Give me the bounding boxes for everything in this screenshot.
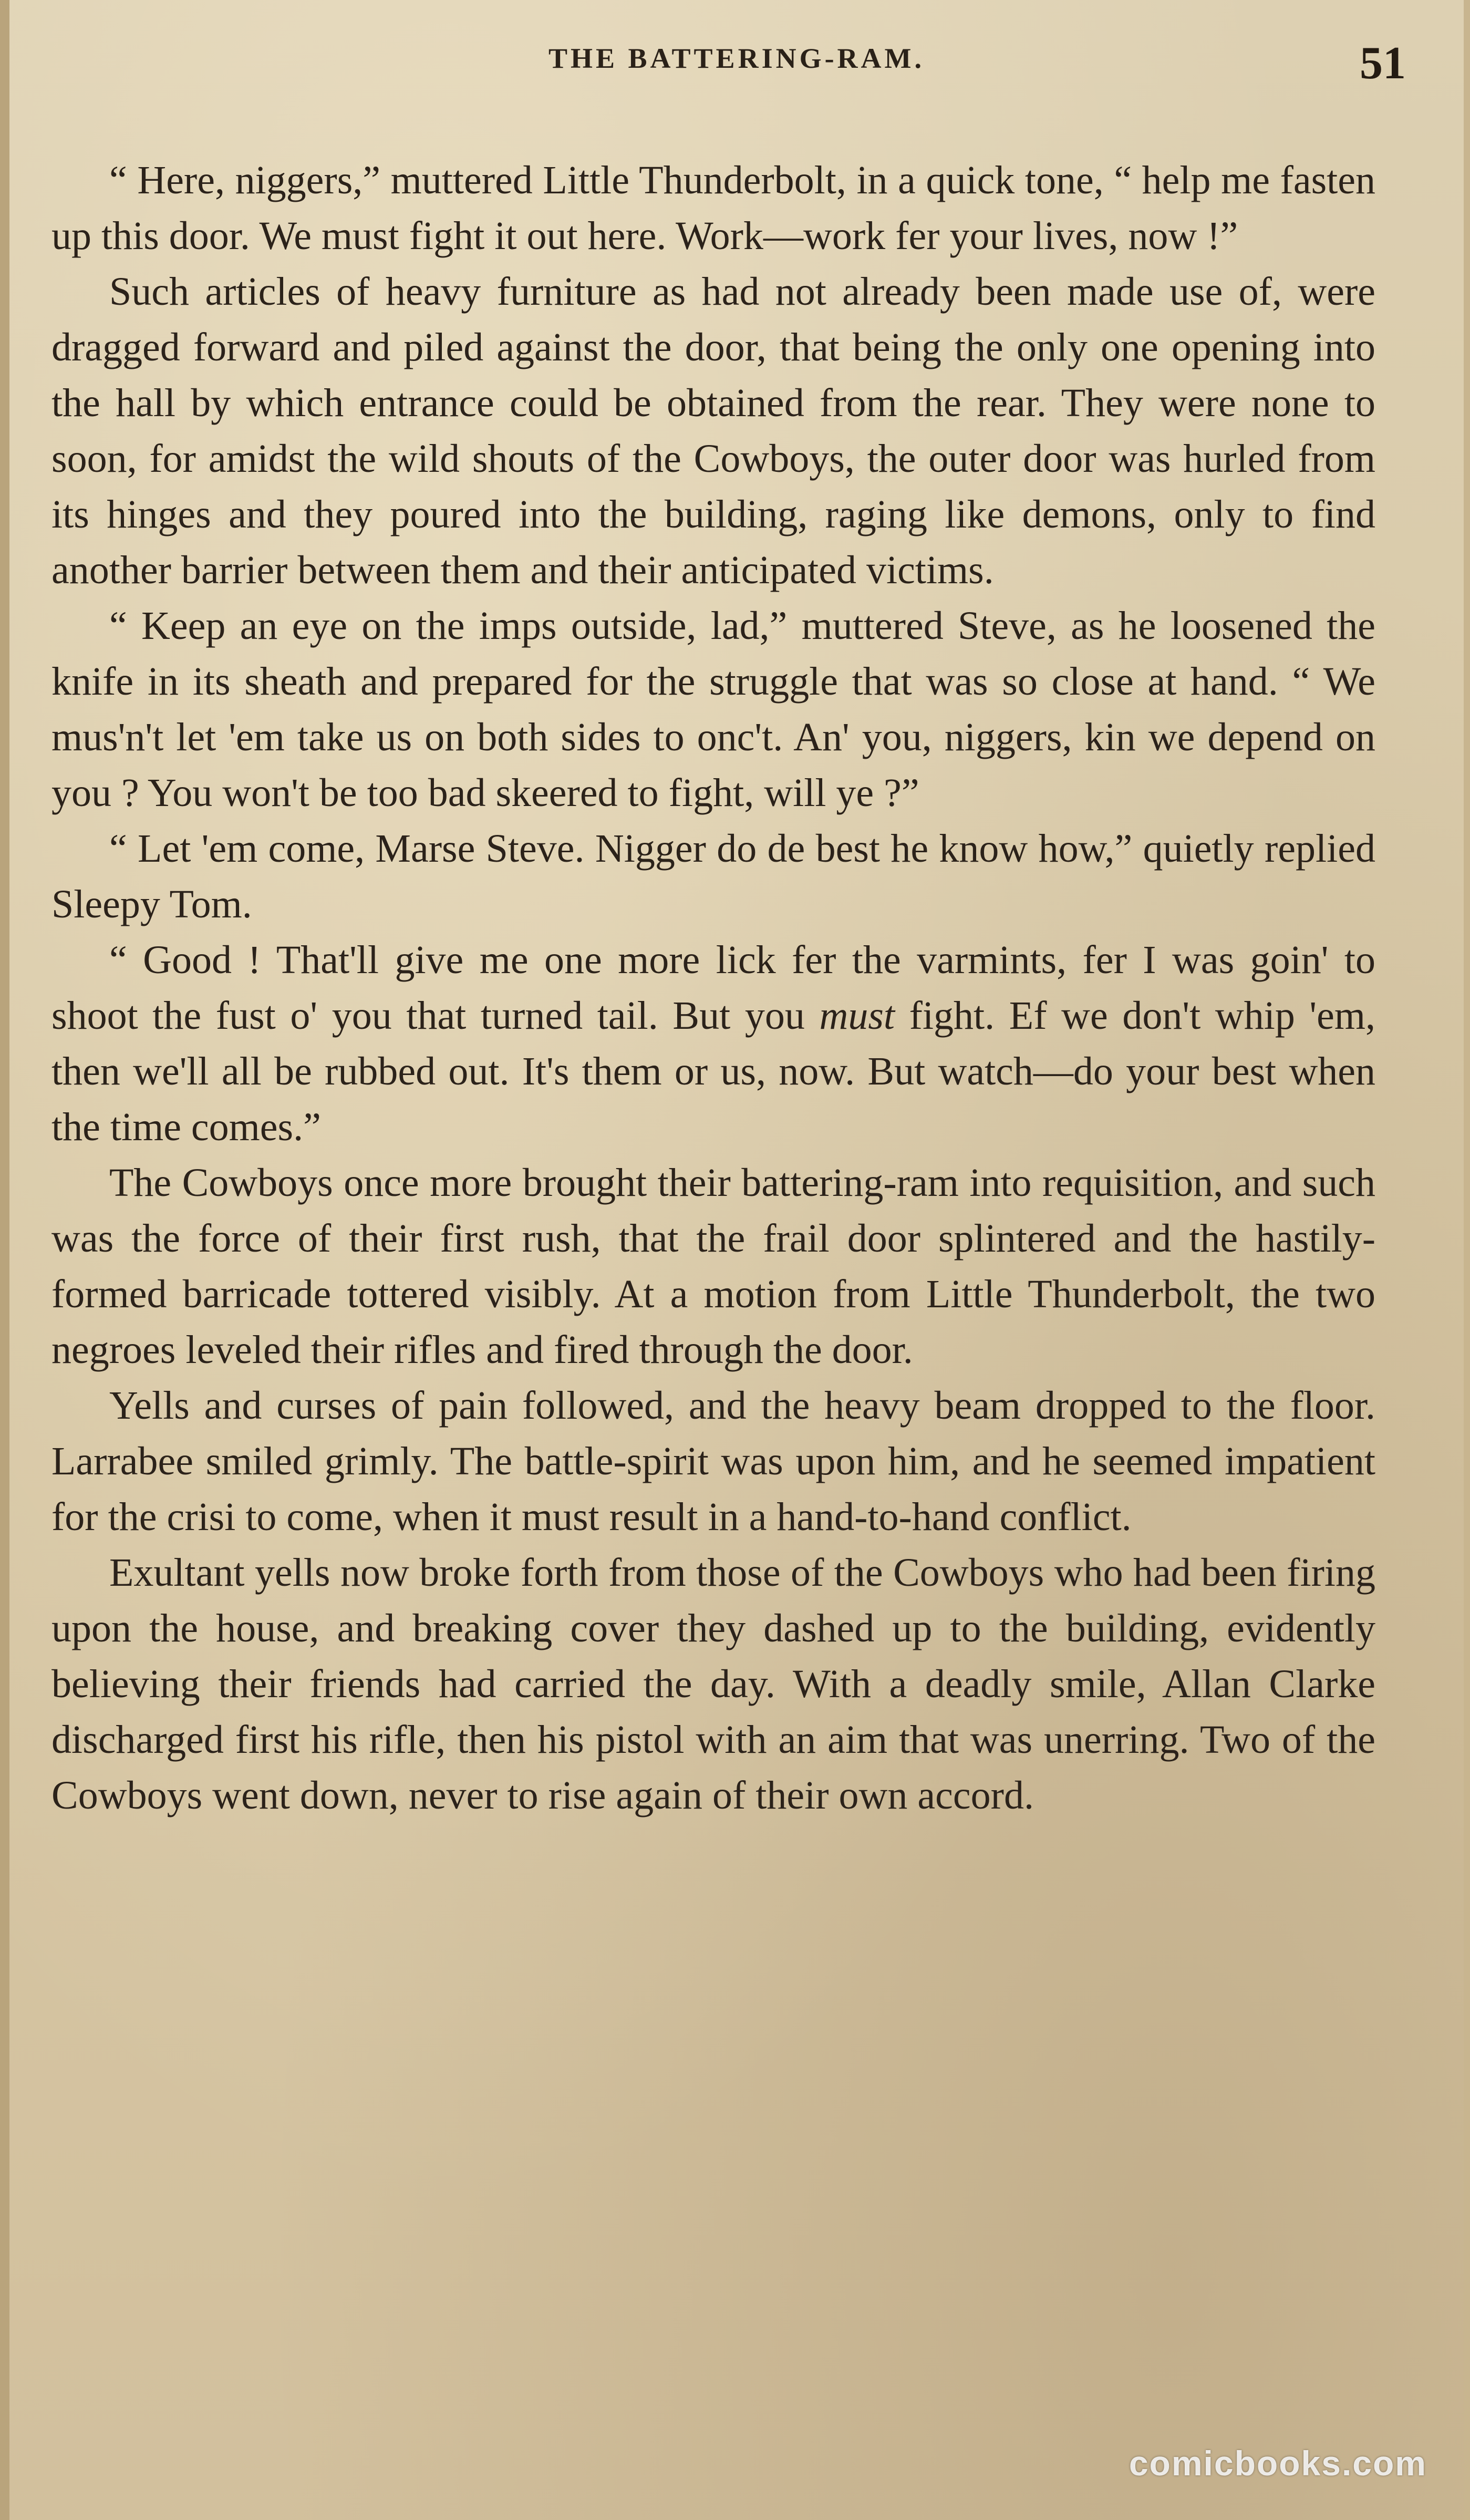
paragraph-text: “ Good ! That'll give me one more lick fer the varmints, fer I was goin' to shoot the fust o' you that turned tail. But you bbox=[51, 938, 1375, 1038]
paragraph: The Cowboys once more brought their battering-ram into requisition, and such was the force of their first rush, that the frail door splintered and the hastily-formed barricade tottered visibly. At a motion from Little Thunderbolt, the two negroes leveled their rifles and fired through the door. bbox=[51, 1161, 1375, 1372]
page-header bbox=[51, 38, 1422, 100]
emphasized-word: must bbox=[819, 994, 895, 1038]
paragraph: Such articles of heavy furniture as had not already been made use of, were dragged forward and piled against the door, that being the only one opening into the hall by which entrance could be obtained from the rear. They were none to soon, for amidst the wild shouts of the Cowboys, the outer door was hurled from its hinges and they poured into the building, raging like demons, only to find another barrier between them and their anticipated victims. bbox=[51, 270, 1375, 592]
paragraph-text: fight. Ef we don't whip 'em, then we'll all be rubbed out. It's them or us, now. But watch—do your best when the time comes.” bbox=[51, 994, 1375, 1149]
running-head: THE BATTERING-RAM. bbox=[548, 43, 925, 74]
page-number: 51 bbox=[1360, 38, 1406, 89]
paragraph: “ Here, niggers,” muttered Little Thunderbolt, in a quick tone, “ help me fasten up this door. We must fight it out here. Work—work fer your lives, now !” bbox=[51, 158, 1375, 258]
paragraph: Yells and curses of pain followed, and the heavy beam dropped to the floor. Larrabee smiled grimly. The battle-spirit was upon him, and he seemed impatient for the crisi to come, when it must result in a hand-to-hand conflict. bbox=[51, 1383, 1375, 1539]
body-text bbox=[51, 152, 1375, 1823]
paragraph: Exultant yells now broke forth from those of the Cowboys who had been firing upon the house, and breaking cover they dashed up to the building, evidently believing their friends had carried the day. With a deadly smile, Allan Clarke discharged first his rifle, then his pistol with an aim that was unerring. Two of the Cowboys went down, never to rise again of their own accord. bbox=[51, 1551, 1375, 1817]
paragraph bbox=[51, 932, 1375, 1155]
paragraph: “ Let 'em come, Marse Steve. Nigger do de best he know how,” quietly replied Sleepy Tom. bbox=[51, 827, 1375, 926]
watermark: comicbooks.com bbox=[1129, 2444, 1427, 2483]
paragraph: “ Keep an eye on the imps outside, lad,” muttered Steve, as he loosened the knife in its sheath and prepared for the struggle that was so close at hand. “ We mus'n't let 'em take us on both sides to onc't. An' you, niggers, kin we depend on you ? You won't be too bad skeered to fight, will ye ?” bbox=[51, 604, 1375, 815]
